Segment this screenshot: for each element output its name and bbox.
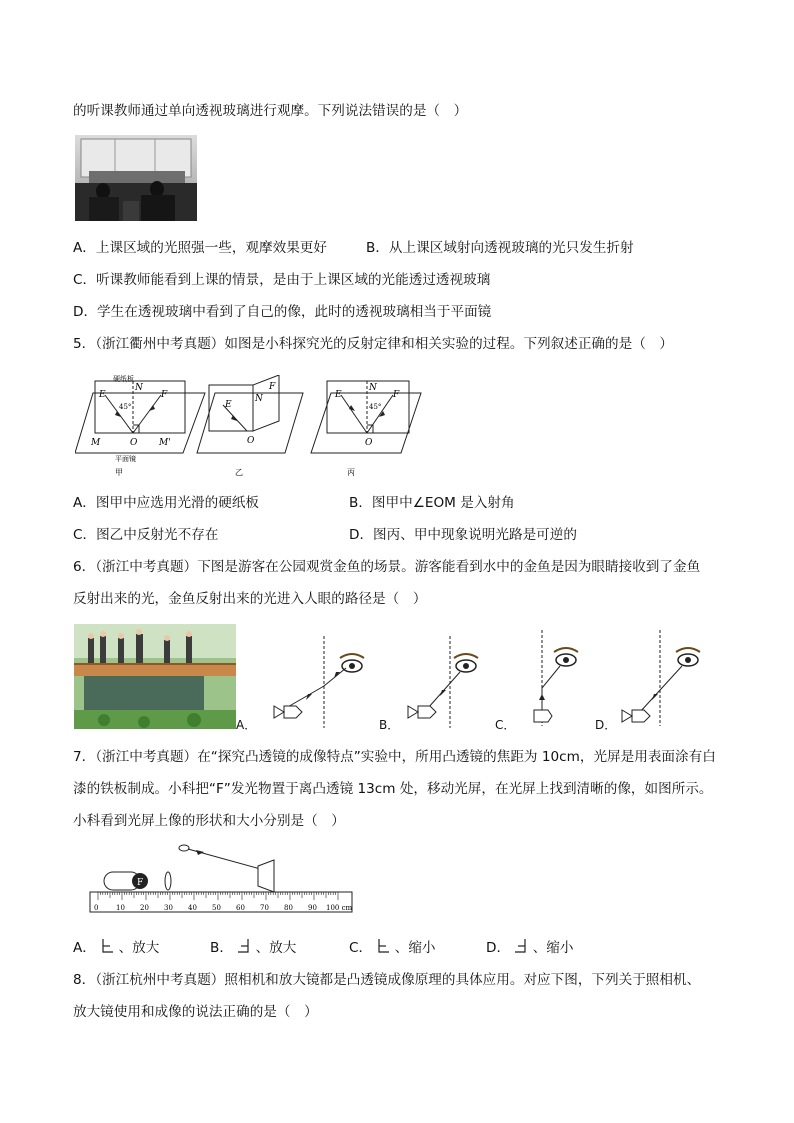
- label-e1: E: [99, 390, 106, 400]
- reflection-experiment-figure: [75, 375, 435, 480]
- q7-option-a: [73, 938, 159, 958]
- classroom-photo: [75, 135, 197, 221]
- q7-option-a-prefix: A．: [73, 940, 96, 956]
- q6-stem-line2: 反射出来的光，金鱼反射出来的光进入人眼的路径是（ ）: [73, 591, 427, 607]
- q6-option-d-figure: [618, 630, 718, 730]
- q7-option-d-text: 、缩小: [532, 940, 574, 956]
- image-shape-c-icon: [376, 938, 390, 954]
- q7-stem-line2: 漆的铁板制成。小科把“F”发光物置于离凸透镜 13cm 处，移动光屏，在光屏上找到清晰的像，如图所示。: [73, 781, 713, 797]
- goldfish-park-photo: [74, 624, 236, 729]
- fish-icon: [632, 710, 650, 722]
- caption-bing: 丙: [347, 468, 355, 477]
- q7-option-d-prefix: D．: [486, 940, 511, 956]
- q6-option-b-figure: [404, 636, 504, 731]
- label-f3: F: [393, 390, 400, 400]
- q7-option-c-prefix: C．: [349, 940, 373, 956]
- ruler-tick-0: 0: [94, 904, 99, 912]
- q6-label-a: A．: [236, 718, 257, 732]
- label-m2: M': [159, 438, 171, 448]
- q5-stem: 5．（浙江衢州中考真题）如图是小科探究光的反射定律和相关实验的过程。下列叙述正确的是（ ）: [73, 336, 673, 352]
- ruler-tick-40: 40: [188, 904, 197, 912]
- ruler-tick-90: 90: [308, 904, 317, 912]
- ruler-tick-50: 50: [212, 904, 221, 912]
- ruler-tick-70: 70: [260, 904, 269, 912]
- label-angle1: 45°: [119, 403, 132, 411]
- label-o1: O: [130, 438, 138, 448]
- source-letter: F: [137, 878, 144, 888]
- caption-yi: 乙: [235, 468, 243, 477]
- label-angle3: 45°: [369, 403, 382, 411]
- lens-bench-figure: [88, 840, 356, 916]
- label-n1: N: [135, 383, 143, 393]
- ruler-tick-20: 20: [140, 904, 149, 912]
- ruler-tick-100: 100 cm: [326, 904, 353, 912]
- label-f2: F: [269, 382, 276, 392]
- q4-option-c: C．听课教师能看到上课的情景，是由于上课区域的光能透过透视玻璃: [73, 272, 491, 288]
- label-m: M: [91, 438, 101, 448]
- convex-lens: [165, 872, 171, 890]
- caption-jia: 甲: [115, 468, 123, 477]
- label-n2: N: [255, 394, 263, 404]
- ruler-tick-10: 10: [116, 904, 125, 912]
- image-shape-a-icon: [100, 938, 114, 954]
- light-screen: [258, 860, 274, 892]
- label-mirror: 平面镜: [115, 455, 136, 463]
- ruler-tick-30: 30: [164, 904, 173, 912]
- q7-option-b: [210, 938, 296, 958]
- fish-icon: [534, 710, 552, 722]
- label-f1: F: [161, 390, 168, 400]
- q5-option-a: A．图甲中应选用光滑的硬纸板: [73, 495, 260, 511]
- q7-stem-line3: 小科看到光屏上像的形状和大小分别是（ ）: [73, 813, 345, 829]
- label-e2: E: [225, 400, 232, 410]
- label-o3: O: [365, 438, 373, 448]
- label-o2: O: [247, 436, 255, 446]
- q5-option-b: B．图甲中∠EOM 是入射角: [349, 495, 515, 511]
- ruler-tick-80: 80: [284, 904, 293, 912]
- q6-label-d: D．: [595, 718, 617, 732]
- fish-icon: [284, 706, 302, 718]
- label-e3: E: [335, 390, 342, 400]
- ruler-tick-60: 60: [236, 904, 245, 912]
- q4-stem-line: 的听课教师通过单向透视玻璃进行观摩。下列说法错误的是（ ）: [73, 103, 468, 119]
- q7-option-a-text: 、放大: [118, 940, 160, 956]
- q6-stem-line1: 6．（浙江中考真题）下图是游客在公园观赏金鱼的场景。游客能看到水中的金鱼是因为眼睛接收到了金鱼: [73, 559, 701, 575]
- label-n3: N: [369, 383, 377, 393]
- q4-option-b: B．从上课区域射向透视玻璃的光只发生折射: [366, 240, 634, 256]
- q7-option-c-text: 、缩小: [394, 940, 436, 956]
- q7-option-b-prefix: B．: [210, 940, 233, 956]
- label-board: 硬纸板: [113, 375, 134, 383]
- q6-label-b: B．: [379, 718, 400, 732]
- q5-option-d: D．图丙、甲中现象说明光路是可逆的: [349, 527, 577, 543]
- q8-stem-line2: 放大镜使用和成像的说法正确的是（ ）: [73, 1004, 318, 1020]
- q6-option-c-figure: [520, 630, 600, 730]
- q6-option-a-figure: [262, 636, 382, 731]
- q4-option-d: D．学生在透视玻璃中看到了自己的像，此时的透视玻璃相当于平面镜: [73, 304, 492, 320]
- image-shape-d-icon: [514, 938, 528, 954]
- q4-option-a: A．上课区域的光照强一些，观摩效果更好: [73, 240, 327, 256]
- q7-stem-line1: 7．（浙江中考真题）在“探究凸透镜的成像特点”实验中，所用凸透镜的焦距为 10cm，光屏是用表面涂有白: [73, 749, 716, 765]
- fish-icon: [418, 706, 436, 718]
- eye-icon: [179, 845, 189, 851]
- q7-option-b-text: 、放大: [255, 940, 297, 956]
- image-shape-b-icon: [237, 938, 251, 954]
- q8-stem-line1: 8．（浙江杭州中考真题）照相机和放大镜都是凸透镜成像原理的具体应用。对应下图，下列关于照相机、: [73, 972, 701, 988]
- q6-label-c: C．: [495, 718, 516, 732]
- q5-option-c: C．图乙中反射光不存在: [73, 527, 219, 543]
- q7-option-c: [349, 938, 436, 958]
- q7-option-d: [486, 938, 574, 958]
